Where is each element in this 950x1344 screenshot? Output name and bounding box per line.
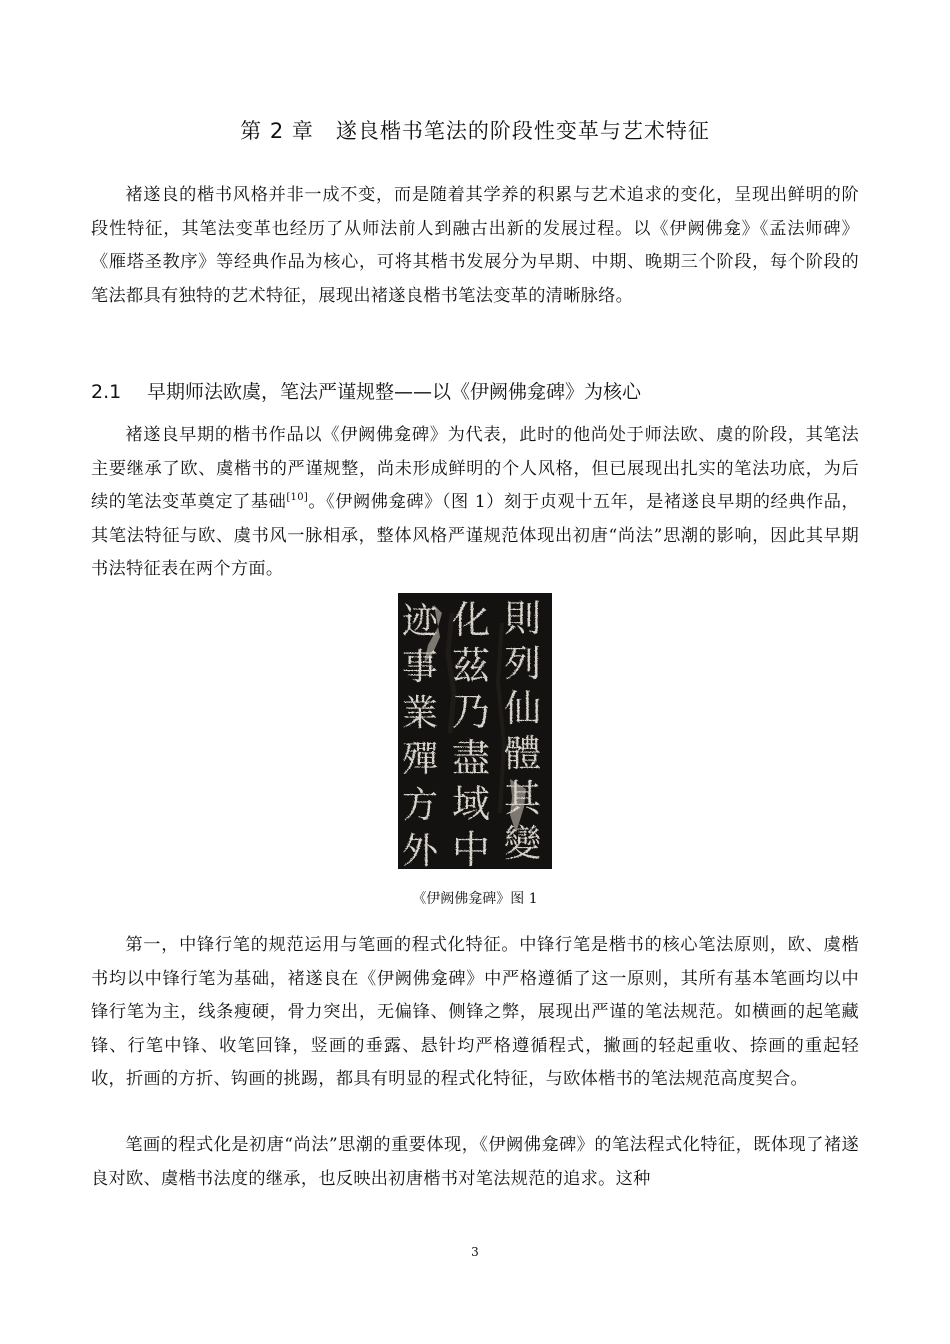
rubbing-glyph: 域: [452, 782, 491, 826]
rubbing-glyph: 其: [504, 777, 541, 820]
paragraph-1: [91, 419, 859, 587]
rubbing-glyph: 乃: [452, 690, 491, 734]
intro-paragraph: 褚遂良的楷书风格并非一成不变，而是随着其学养的积累与艺术追求的变化，呈现出鲜明的阶段性特征，其笔法变革也经历了从师法前人到融古出新的发展过程。以《伊阙佛龛》《孟法师碑》《雁塔圣教序》等经典作品为核心，可将其楷书发展分为早期、中期、晚期三个阶段，每个阶段的笔法都具有独特的艺术特征，展现出褚遂良楷书笔法变革的清晰脉络。: [91, 185, 859, 306]
rubbing-glyph: 盡: [452, 736, 491, 780]
rubbing-glyph: 仙: [504, 687, 541, 730]
citation-reference: [10]: [286, 492, 309, 503]
rubbing-glyph: 體: [504, 732, 541, 775]
rubbing-glyph: 茲: [452, 644, 491, 688]
rubbing-glyph: 外: [402, 831, 439, 869]
page-number: 3: [471, 1245, 479, 1259]
rubbing-glyph: 列: [504, 642, 541, 685]
section-number: 2.1: [91, 381, 122, 403]
chapter-title: 第 2 章 遂良楷书笔法的阶段性变革与艺术特征: [240, 119, 710, 143]
rubbing-glyph: 則: [504, 597, 541, 640]
rubbing-glyph: 事: [402, 647, 439, 688]
rubbing-glyph: 方: [402, 785, 439, 826]
paragraph-1-text-a: 褚遂良早期的楷书作品以《伊阙佛龛碑》为代表，此时的他尚处于师法欧、虞的阶段，其笔法主要继承了欧、虞楷书的严谨规整，尚未形成鲜明的个人风格，但已展现出扎实的笔法功底，为后续的笔法变革奠定了基础: [91, 425, 859, 512]
rubbing-glyph: 業: [402, 693, 439, 734]
rubbing-glyph: 中: [452, 828, 491, 869]
figure-caption: 《伊阙佛龛碑》图 1: [412, 891, 538, 907]
paragraph-1-text-b: 。《伊阙佛龛碑》（图 1）刻于贞观十五年，是褚遂良早期的经典作品，其笔法特征与欧、虞书风一脉相承，整体风格严谨规范体现出初唐“尚法”思潮的影响，因此其早期书法特征表在两个方面。: [91, 492, 859, 579]
rubbing-figure: [398, 593, 552, 869]
rubbing-glyph: 殫: [402, 739, 439, 780]
paragraph-3: 笔画的程式化是初唐“尚法”思潮的重要体现，《伊阙佛龛碑》的笔法程式化特征，既体现了褚遂良对欧、虞楷书法度的继承，也反映出初唐楷书对笔法规范的追求。这种: [91, 1135, 859, 1189]
section-title: 早期师法欧虞，笔法严谨规整——以《伊阙佛龛碑》为核心: [147, 381, 642, 403]
section-heading: [91, 377, 871, 407]
paragraph-2: 第一，中锋行笔的规范运用与笔画的程式化特征。中锋行笔是楷书的核心笔法原则，欧、虞楷书均以中锋行笔为基础，褚遂良在《伊阙佛龛碑》中严格遵循了这一原则，其所有基本笔画均以中锋行笔为主，线条瘦硬，骨力突出，无偏锋、侧锋之弊，展现出严谨的笔法规范。如横画的起笔藏锋、行笔中锋、收笔回锋，竖画的垂露、悬针均严格遵循程式，撇画的轻起重收、捺画的重起轻收，折画的方折、钩画的挑踢，都具有明显的程式化特征，与欧体楷书的笔法规范高度契合。: [91, 935, 859, 1089]
rubbing-image: [398, 593, 552, 869]
rubbing-glyph: 化: [452, 598, 491, 642]
rubbing-glyph: 變: [504, 822, 541, 865]
rubbing-glyph: 迹: [402, 601, 439, 642]
